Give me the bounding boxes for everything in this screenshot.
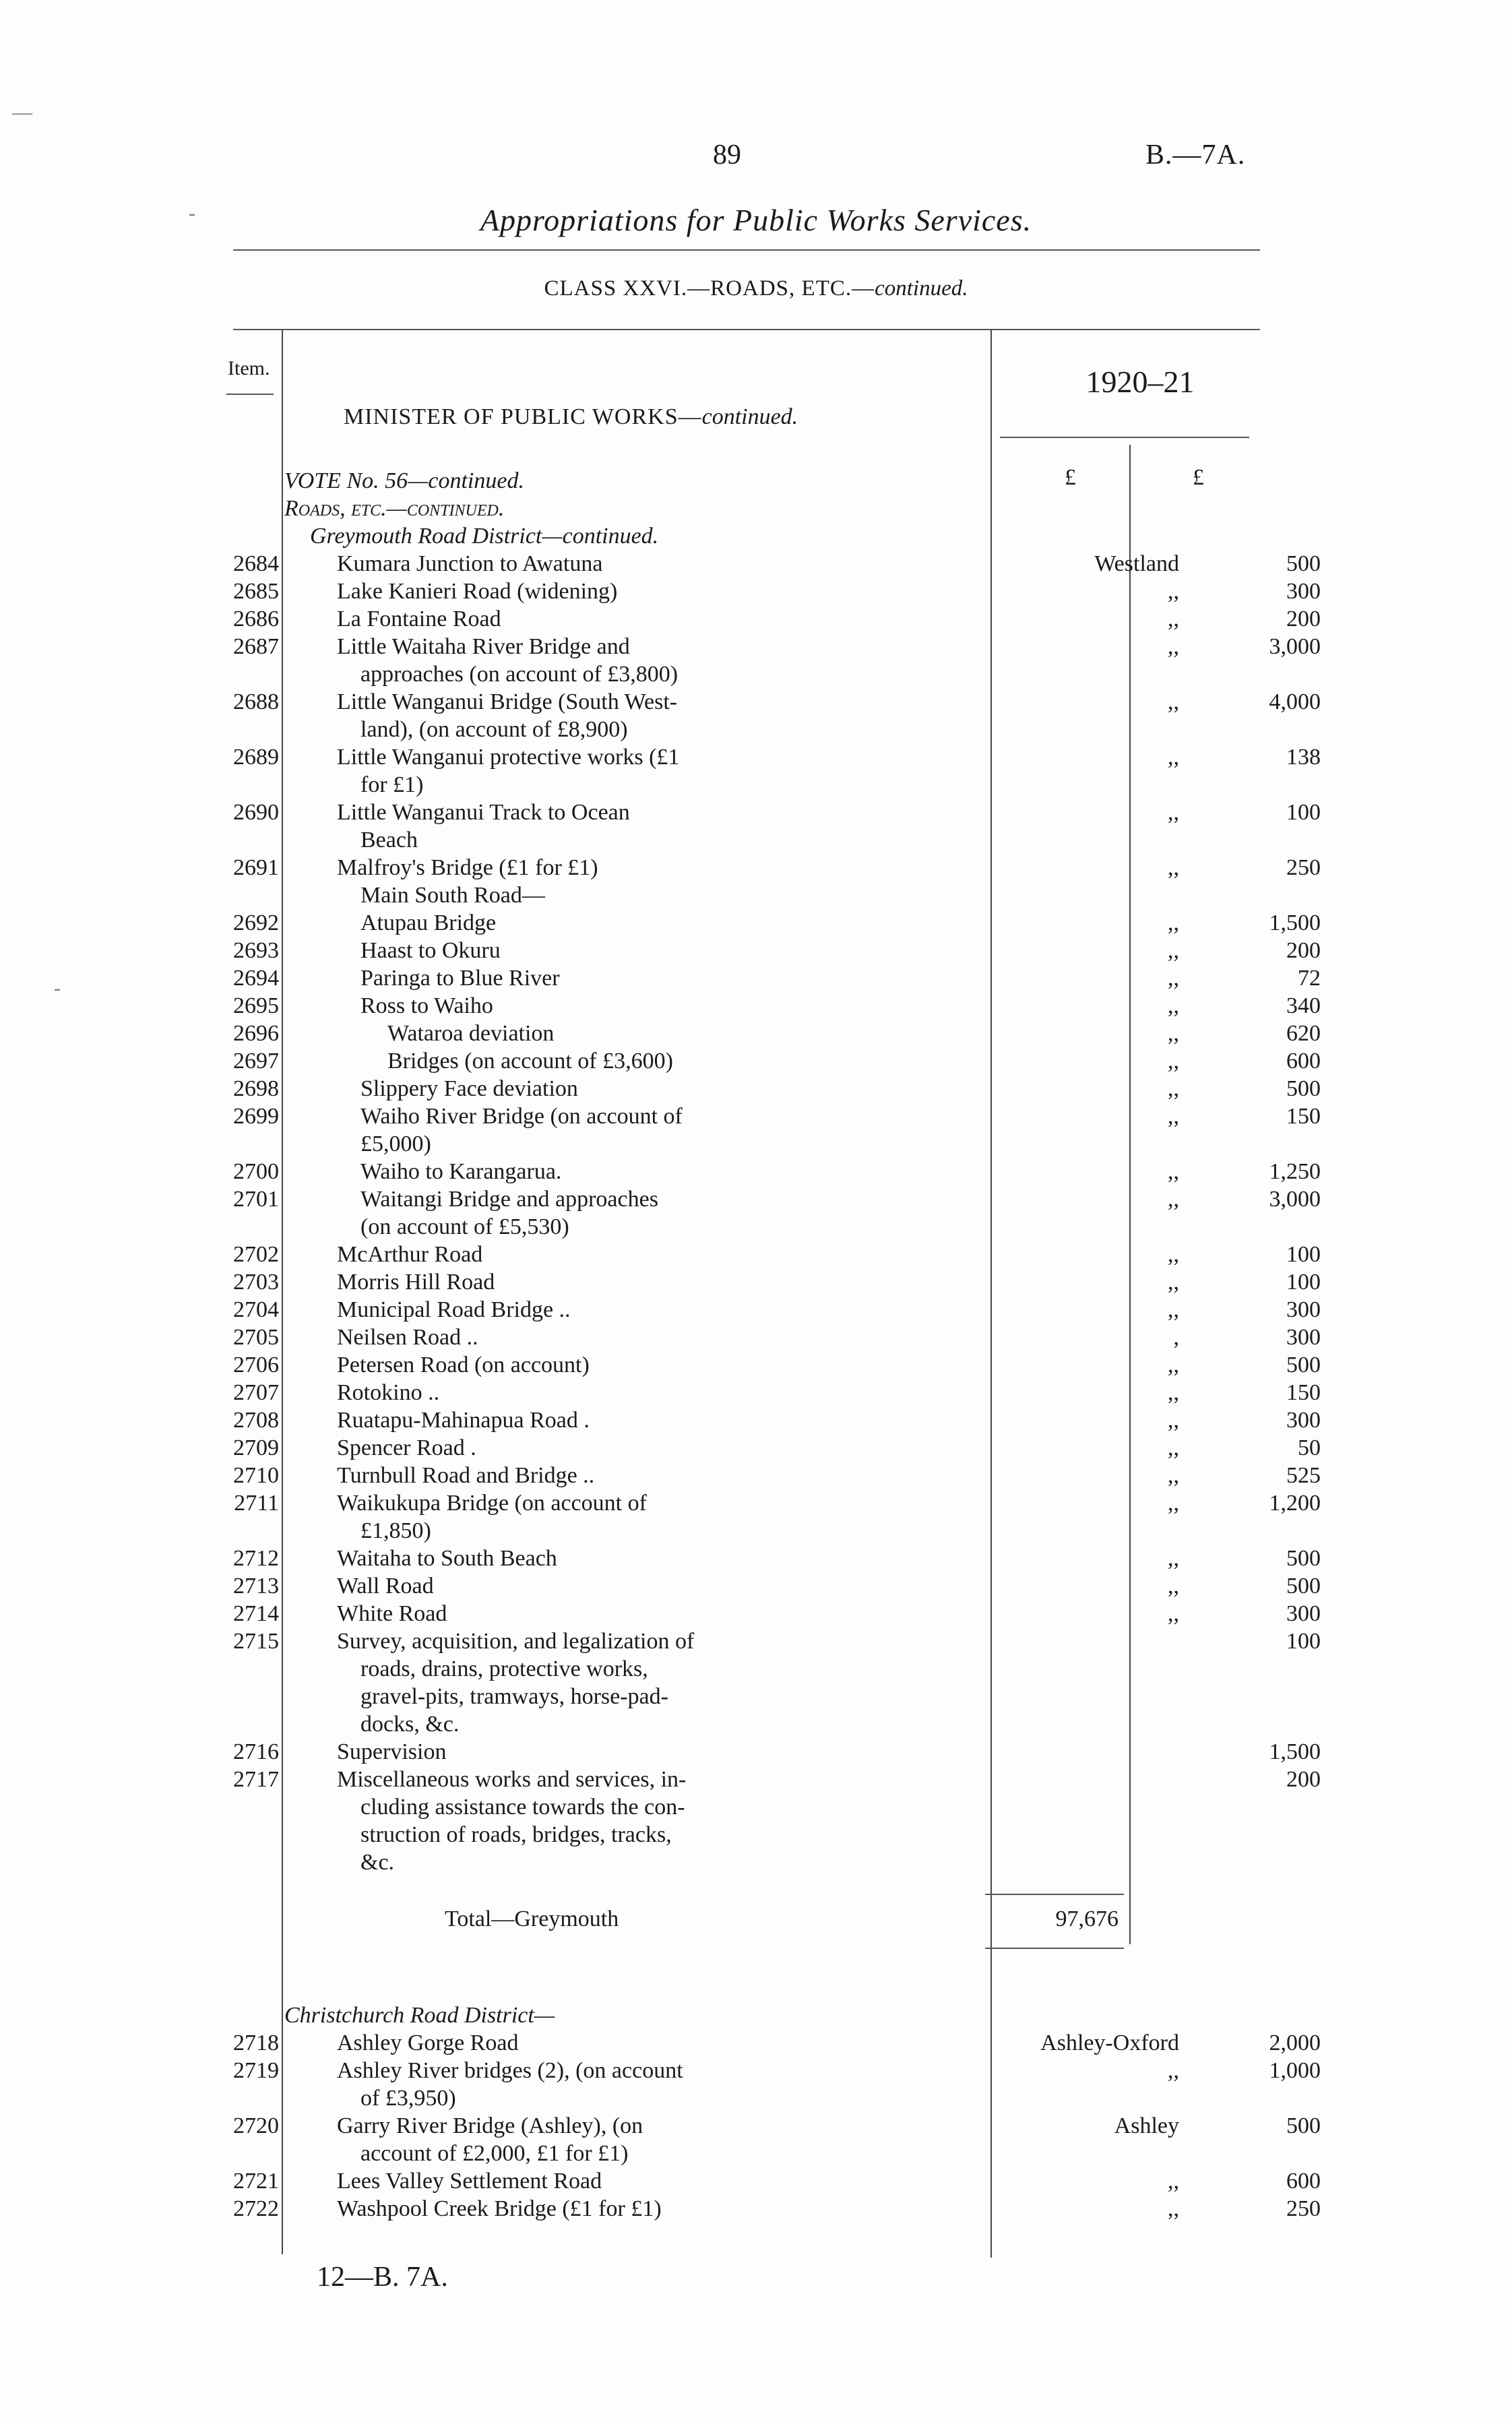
- table-row: [202, 1572, 1321, 1600]
- pound-header-2: £: [1193, 465, 1204, 490]
- electoral-district: ,,: [1168, 1601, 1179, 1626]
- electoral-district: ,,: [1168, 1353, 1179, 1377]
- table-row: [202, 1324, 1321, 1351]
- electoral-district: ,,: [1168, 910, 1179, 935]
- table-row: [202, 688, 1321, 716]
- table-row: [202, 1185, 1321, 1213]
- table-row: [202, 1020, 1321, 1047]
- item-amount: 620: [1286, 1021, 1321, 1046]
- item-description: land), (on account of £8,900): [360, 717, 628, 742]
- item-underline: [226, 394, 274, 395]
- item-description: docks, &c.: [360, 1712, 460, 1737]
- item-amount: 500: [1286, 1076, 1321, 1101]
- table-row: [202, 2167, 1321, 2195]
- item-description: Miscellaneous works and services, in-: [337, 1767, 687, 1792]
- item-description: Rotokino ..: [337, 1380, 440, 1405]
- table-row: [202, 743, 1321, 771]
- title-rule: [233, 249, 1260, 251]
- table-row: [202, 799, 1321, 826]
- table-row: [202, 1047, 1321, 1075]
- item-description: Lees Valley Settlement Road: [337, 2169, 602, 2194]
- item-description: Main South Road—: [360, 883, 545, 908]
- item-amount: 300: [1286, 1601, 1321, 1626]
- electoral-district: ,,: [1168, 938, 1179, 963]
- table-row: [202, 992, 1321, 1020]
- table-row: [202, 1379, 1321, 1406]
- table-row: [202, 1545, 1321, 1572]
- year-column-header: 1920–21: [1085, 365, 1195, 399]
- item-number: 2716: [233, 1739, 279, 1764]
- item-description: account of £2,000, £1 for £1): [360, 2141, 629, 2166]
- item-description: Survey, acquisition, and legalization of: [337, 1629, 695, 1654]
- item-amount: 300: [1286, 1408, 1321, 1433]
- table-row: [202, 495, 1145, 522]
- electoral-district: ,,: [1168, 1270, 1179, 1295]
- item-number: 2700: [233, 1159, 279, 1184]
- electoral-district: ,,: [1168, 966, 1179, 991]
- item-description: approaches (on account of £3,800): [360, 662, 679, 687]
- item-number: 2702: [233, 1242, 279, 1267]
- item-number: 2707: [233, 1380, 279, 1405]
- item-description: Roads, etc.—continued.: [284, 496, 505, 521]
- table-row: [202, 1683, 1145, 1710]
- electoral-district: ,: [1173, 1325, 1179, 1350]
- electoral-district: ,,: [1168, 2058, 1179, 2083]
- item-number: 2695: [233, 993, 279, 1018]
- table-row: [202, 1268, 1321, 1296]
- margin-mark: -: [189, 202, 195, 224]
- table-row: [202, 1489, 1321, 1517]
- electoral-district: Ashley: [1114, 2113, 1179, 2138]
- minister-heading-main: MINISTER OF PUBLIC WORKS—: [344, 404, 702, 429]
- item-description: Slippery Face deviation: [360, 1076, 578, 1101]
- table-row: [202, 1130, 1145, 1158]
- item-description: Waiho River Bridge (on account of: [360, 1104, 683, 1129]
- item-number: 2690: [233, 800, 279, 825]
- item-number: 2713: [233, 1574, 279, 1599]
- item-description: £1,850): [360, 1518, 431, 1543]
- item-description: Washpool Creek Bridge (£1 for £1): [337, 2196, 662, 2221]
- table-row: [202, 1517, 1145, 1545]
- table-row: [202, 2057, 1321, 2084]
- item-column-header: Item.: [228, 357, 270, 379]
- item-description: (on account of £5,530): [360, 1214, 569, 1239]
- table-row: [202, 854, 1321, 881]
- item-amount: 300: [1286, 1325, 1321, 1350]
- item-description: Petersen Road (on account): [337, 1353, 590, 1377]
- item-number: 2718: [233, 2030, 279, 2055]
- table-row: [202, 2084, 1145, 2112]
- item-amount: 150: [1286, 1104, 1321, 1129]
- item-number: 2710: [233, 1463, 279, 1488]
- item-amount: 72: [1298, 966, 1321, 991]
- item-description: cluding assistance towards the con-: [360, 1795, 685, 1820]
- item-number: 2715: [233, 1629, 279, 1654]
- item-description: Municipal Road Bridge ..: [337, 1297, 571, 1322]
- item-amount: 200: [1286, 607, 1321, 631]
- table-row: [202, 467, 1145, 495]
- table-row: [202, 1600, 1321, 1627]
- electoral-district: ,,: [1168, 1104, 1179, 1129]
- table-row: [202, 826, 1145, 854]
- item-amount: 1,250: [1269, 1159, 1321, 1184]
- item-amount: 100: [1286, 1270, 1321, 1295]
- item-number: 2701: [233, 1187, 279, 1212]
- item-number: 2705: [233, 1325, 279, 1350]
- item-description: Garry River Bridge (Ashley), (on: [337, 2113, 643, 2138]
- item-number: 2706: [233, 1353, 279, 1377]
- table-row: [202, 660, 1145, 688]
- item-description: Wataroa deviation: [387, 1021, 555, 1046]
- electoral-district: ,,: [1168, 634, 1179, 659]
- item-number: 2694: [233, 966, 279, 991]
- electoral-district: ,,: [1168, 2196, 1179, 2221]
- table-row: [202, 1296, 1321, 1324]
- table-row: [202, 1710, 1145, 1738]
- table-row: [202, 1103, 1321, 1130]
- item-description: Waiho to Karangarua.: [360, 1159, 562, 1184]
- item-description: Haast to Okuru: [360, 938, 501, 963]
- item-number: 2692: [233, 910, 279, 935]
- item-number: 2708: [233, 1408, 279, 1433]
- electoral-district: ,,: [1168, 1435, 1179, 1460]
- item-description: Waitangi Bridge and approaches: [360, 1187, 658, 1212]
- table-row: [202, 1849, 1145, 1876]
- table-row: [202, 964, 1321, 992]
- item-description: Ross to Waiho: [360, 993, 493, 1018]
- margin-mark: -: [54, 977, 61, 999]
- item-description: struction of roads, bridges, tracks,: [360, 1822, 672, 1847]
- table-row: [202, 633, 1321, 660]
- table-row: [202, 1406, 1321, 1434]
- table-row: [202, 1821, 1145, 1849]
- minister-heading-cont: continued.: [701, 404, 798, 429]
- item-amount: 200: [1286, 1767, 1321, 1792]
- table-row: [202, 881, 1145, 909]
- item-description: Supervision: [337, 1739, 447, 1764]
- item-number: 2696: [233, 1021, 279, 1046]
- electoral-district: ,,: [1168, 855, 1179, 880]
- table-row: [202, 1462, 1321, 1489]
- item-number: 2685: [233, 579, 279, 604]
- item-amount: 1,000: [1269, 2058, 1321, 2083]
- table-row: [202, 909, 1321, 937]
- pound-header-1: £: [1065, 465, 1076, 490]
- class-heading: [0, 276, 1512, 301]
- item-description: Little Waitaha River Bridge and: [337, 634, 630, 659]
- item-amount: 100: [1286, 1629, 1321, 1654]
- item-amount: 600: [1286, 2169, 1321, 2194]
- table-row: [202, 2112, 1321, 2140]
- item-description: Greymouth Road District—continued.: [310, 524, 659, 549]
- item-number: 2697: [233, 1049, 279, 1074]
- table-row: [202, 771, 1145, 799]
- electoral-district: ,,: [1168, 745, 1179, 770]
- item-description: Ruatapu-Mahinapua Road .: [337, 1408, 590, 1433]
- item-amount: 500: [1286, 2113, 1321, 2138]
- item-number: 2712: [233, 1546, 279, 1571]
- table-row: [202, 2029, 1321, 2057]
- item-number: 2698: [233, 1076, 279, 1101]
- electoral-district: ,,: [1168, 1187, 1179, 1212]
- table-row: [202, 522, 1145, 550]
- table-row: [202, 1213, 1145, 1241]
- item-number: 2721: [233, 2169, 279, 2194]
- item-number: 2703: [233, 1270, 279, 1295]
- item-number: 2719: [233, 2058, 279, 2083]
- electoral-district: ,,: [1168, 1076, 1179, 1101]
- item-amount: 100: [1286, 1242, 1321, 1267]
- item-description: Little Wanganui Track to Ocean: [337, 800, 630, 825]
- item-number: 2686: [233, 607, 279, 631]
- item-description: Bridges (on account of £3,600): [387, 1049, 673, 1074]
- electoral-district: ,,: [1168, 2169, 1179, 2194]
- electoral-district: ,,: [1168, 1380, 1179, 1405]
- item-amount: 3,000: [1269, 634, 1321, 659]
- item-description: Lake Kanieri Road (widening): [337, 579, 618, 604]
- item-description: Little Wanganui protective works (£1: [337, 745, 680, 770]
- margin-mark: —: [12, 101, 32, 123]
- electoral-district: Ashley-Oxford: [1040, 2030, 1179, 2055]
- table-row: [202, 1434, 1321, 1462]
- table-row: [202, 1241, 1321, 1268]
- electoral-district: ,,: [1168, 1021, 1179, 1046]
- item-amount: 300: [1286, 1297, 1321, 1322]
- table-row: [202, 1738, 1321, 1766]
- item-description: roads, drains, protective works,: [360, 1656, 648, 1681]
- footer-signature: 12—B. 7A.: [317, 2262, 448, 2293]
- item-number: 2717: [233, 1767, 279, 1792]
- total-amount: 97,676: [1055, 1906, 1119, 1931]
- item-amount: 1,500: [1269, 1739, 1321, 1764]
- table-row: [202, 1158, 1321, 1185]
- table-row: [202, 2195, 1321, 2223]
- item-description: Paringa to Blue River: [360, 966, 560, 991]
- item-description: Ashley Gorge Road: [337, 2030, 519, 2055]
- item-description: gravel-pits, tramways, horse-pad-: [360, 1684, 668, 1709]
- item-description: White Road: [337, 1601, 447, 1626]
- item-number: 2714: [233, 1601, 279, 1626]
- table-top-rule: [233, 329, 1260, 330]
- electoral-district: ,,: [1168, 993, 1179, 1018]
- page-title: Appropriations for Public Works Services.: [480, 203, 1032, 237]
- document-reference: B.—7A.: [1145, 139, 1246, 170]
- total-upper-rule: [985, 1894, 1124, 1895]
- item-amount: 100: [1286, 800, 1321, 825]
- item-amount: 500: [1286, 551, 1321, 576]
- item-description: Wall Road: [337, 1574, 434, 1599]
- table-row: [202, 937, 1321, 964]
- item-description: for £1): [360, 772, 424, 797]
- item-description: Malfroy's Bridge (£1 for £1): [337, 855, 598, 880]
- item-number: 2704: [233, 1297, 279, 1322]
- item-amount: 500: [1286, 1574, 1321, 1599]
- item-number: 2709: [233, 1435, 279, 1460]
- electoral-district: ,,: [1168, 689, 1179, 714]
- item-description: of £3,950): [360, 2086, 456, 2111]
- table-row: [202, 1655, 1145, 1683]
- electoral-district: ,,: [1168, 800, 1179, 825]
- item-description: McArthur Road: [337, 1242, 483, 1267]
- item-amount: 200: [1286, 938, 1321, 963]
- item-number: 2689: [233, 745, 279, 770]
- item-description: Atupau Bridge: [360, 910, 497, 935]
- item-amount: 340: [1286, 993, 1321, 1018]
- electoral-district: Westland: [1094, 551, 1179, 576]
- item-amount: 1,200: [1269, 1491, 1321, 1516]
- electoral-district: ,,: [1168, 1546, 1179, 1571]
- table-row: [202, 1793, 1145, 1821]
- class-heading-cont: continued.: [875, 276, 968, 301]
- item-description: Spencer Road .: [337, 1435, 476, 1460]
- item-description: La Fontaine Road: [337, 607, 501, 631]
- item-number: 2711: [234, 1491, 279, 1516]
- electoral-district: ,,: [1168, 1049, 1179, 1074]
- item-number: 2722: [233, 2196, 279, 2221]
- item-number: 2687: [233, 634, 279, 659]
- item-amount: 50: [1298, 1435, 1321, 1460]
- item-description: £5,000): [360, 1131, 431, 1156]
- item-description: Beach: [360, 828, 418, 852]
- item-description: &c.: [360, 1850, 395, 1875]
- item-amount: 138: [1286, 745, 1321, 770]
- item-description: Kumara Junction to Awatuna: [337, 551, 603, 576]
- item-number: 2688: [233, 689, 279, 714]
- table-row: [202, 2140, 1145, 2167]
- table-row: [202, 1766, 1321, 1793]
- item-description: Little Wanganui Bridge (South West-: [337, 689, 678, 714]
- item-number: 2699: [233, 1104, 279, 1129]
- item-number: 2693: [233, 938, 279, 963]
- item-number: 2720: [233, 2113, 279, 2138]
- table-row: [202, 605, 1321, 633]
- electoral-district: ,,: [1168, 1242, 1179, 1267]
- item-description: Turnbull Road and Bridge ..: [337, 1463, 595, 1488]
- item-description: Morris Hill Road: [337, 1270, 495, 1295]
- item-amount: 500: [1286, 1546, 1321, 1571]
- item-description: Waitaha to South Beach: [337, 1546, 557, 1571]
- item-number: 2684: [233, 551, 279, 576]
- electoral-district: ,,: [1168, 1408, 1179, 1433]
- table-row: [202, 716, 1145, 743]
- item-amount: 250: [1286, 2196, 1321, 2221]
- electoral-district: ,,: [1168, 1297, 1179, 1322]
- item-amount: 525: [1286, 1463, 1321, 1488]
- page-number: 89: [713, 139, 741, 170]
- item-description: Ashley River bridges (2), (on account: [337, 2058, 683, 2083]
- electoral-district: ,,: [1168, 1159, 1179, 1184]
- item-amount: 2,000: [1269, 2030, 1321, 2055]
- table-row: [202, 578, 1321, 605]
- item-amount: 1,500: [1269, 910, 1321, 935]
- table-row: [202, 550, 1321, 578]
- item-number: 2691: [233, 855, 279, 880]
- electoral-district: ,,: [1168, 1574, 1179, 1599]
- electoral-district: ,,: [1168, 1463, 1179, 1488]
- table-row: [202, 1351, 1321, 1379]
- christchurch-heading: [202, 2002, 1145, 2029]
- item-amount: 500: [1286, 1353, 1321, 1377]
- christchurch-heading-text: Christchurch Road District—: [284, 2003, 555, 2028]
- item-description: VOTE No. 56—continued.: [284, 468, 524, 493]
- table-row: [202, 1627, 1321, 1655]
- total-label: Total—Greymouth: [445, 1906, 619, 1931]
- electoral-district: ,,: [1168, 607, 1179, 631]
- item-amount: 4,000: [1269, 689, 1321, 714]
- item-amount: 250: [1286, 855, 1321, 880]
- table-row: [202, 1075, 1321, 1103]
- total-lower-rule: [985, 1948, 1124, 1949]
- item-description: Waikukupa Bridge (on account of: [337, 1491, 647, 1516]
- item-amount: 300: [1286, 579, 1321, 604]
- item-amount: 600: [1286, 1049, 1321, 1074]
- minister-heading: [344, 404, 798, 430]
- item-amount: 3,000: [1269, 1187, 1321, 1212]
- item-amount: 150: [1286, 1380, 1321, 1405]
- electoral-district: ,,: [1168, 1491, 1179, 1516]
- electoral-district: ,,: [1168, 579, 1179, 604]
- class-heading-main: CLASS XXVI.—ROADS, ETC.—: [544, 276, 875, 301]
- year-underline: [1000, 437, 1249, 438]
- item-description: Neilsen Road ..: [337, 1325, 478, 1350]
